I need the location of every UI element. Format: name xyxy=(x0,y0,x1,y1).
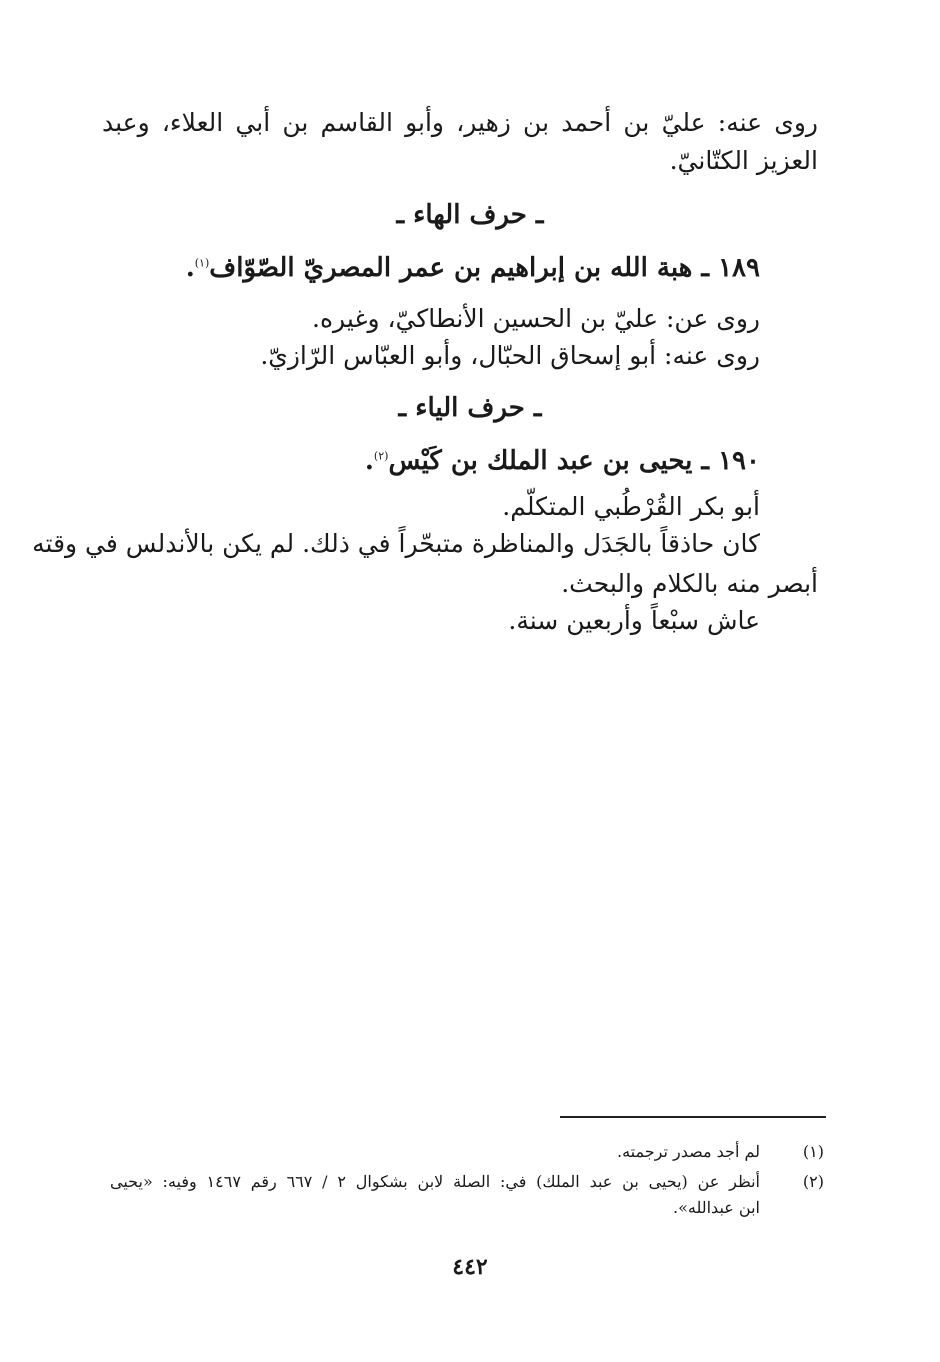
entry-190-line-2: كان حاذقاً بالجَدَل والمناظرة متبحّراً في ذلك. لم يكن بالأندلس في وقته xyxy=(32,529,760,558)
entry-189-end: . xyxy=(185,253,195,283)
entry-190-line-4: عاش سبْعاً وأربعين سنة. xyxy=(508,606,760,635)
footnote-2-text: أنظر عن (يحيى بن عبد الملك) في: الصلة لابن بشكوال ٢ / ٦٦٧ رقم ١٤٦٧ وفيه: «يحيى xyxy=(110,1172,761,1191)
footnote-2-text-cont: ابن عبدالله». xyxy=(672,1198,760,1217)
entry-190-line-1: أبو بكر القُرْطُبي المتكلّم. xyxy=(502,492,760,521)
section-heading-ya: ـ حرف الياء ـ xyxy=(398,393,542,423)
entry-189-name: ١٨٩ ـ هبة الله بن إبراهيم بن عمر المصريّ الصّوّاف xyxy=(209,253,760,283)
entry-189-line-2: روى عنه: أبو إسحاق الحبّال، وأبو العبّاس الرّازيّ. xyxy=(260,341,760,370)
entry-190-title xyxy=(365,446,760,476)
top-paragraph-line-1: روى عنه: عليّ بن أحمد بن زهير، وأبو القاسم بن أبي العلاء، وعبد xyxy=(102,108,818,137)
entry-189-title xyxy=(186,253,760,283)
top-paragraph-line-2: العزيز الكتّانيّ. xyxy=(669,146,818,175)
footnote-separator xyxy=(560,1116,826,1118)
entry-190-name: ١٩٠ ـ يحيى بن عبد الملك بن كَيْس xyxy=(388,446,760,476)
entry-190-line-3: أبصر منه بالكلام والبحث. xyxy=(561,569,818,598)
footnote-ref-2[interactable]: (٢) xyxy=(373,449,389,463)
section-heading-ha: ـ حرف الهاء ـ xyxy=(396,200,544,230)
footnote-1-text: لم أجد مصدر ترجمته. xyxy=(617,1142,760,1161)
entry-189-line-1: روى عن: عليّ بن الحسين الأنطاكيّ، وغيره. xyxy=(312,304,760,333)
footnote-1-number: (١) xyxy=(802,1142,824,1161)
page-number: ٤٤٢ xyxy=(452,1254,488,1280)
footnote-ref-1[interactable]: (١) xyxy=(194,256,210,270)
entry-190-end: . xyxy=(364,446,374,476)
footnote-2-number: (٢) xyxy=(802,1172,824,1191)
